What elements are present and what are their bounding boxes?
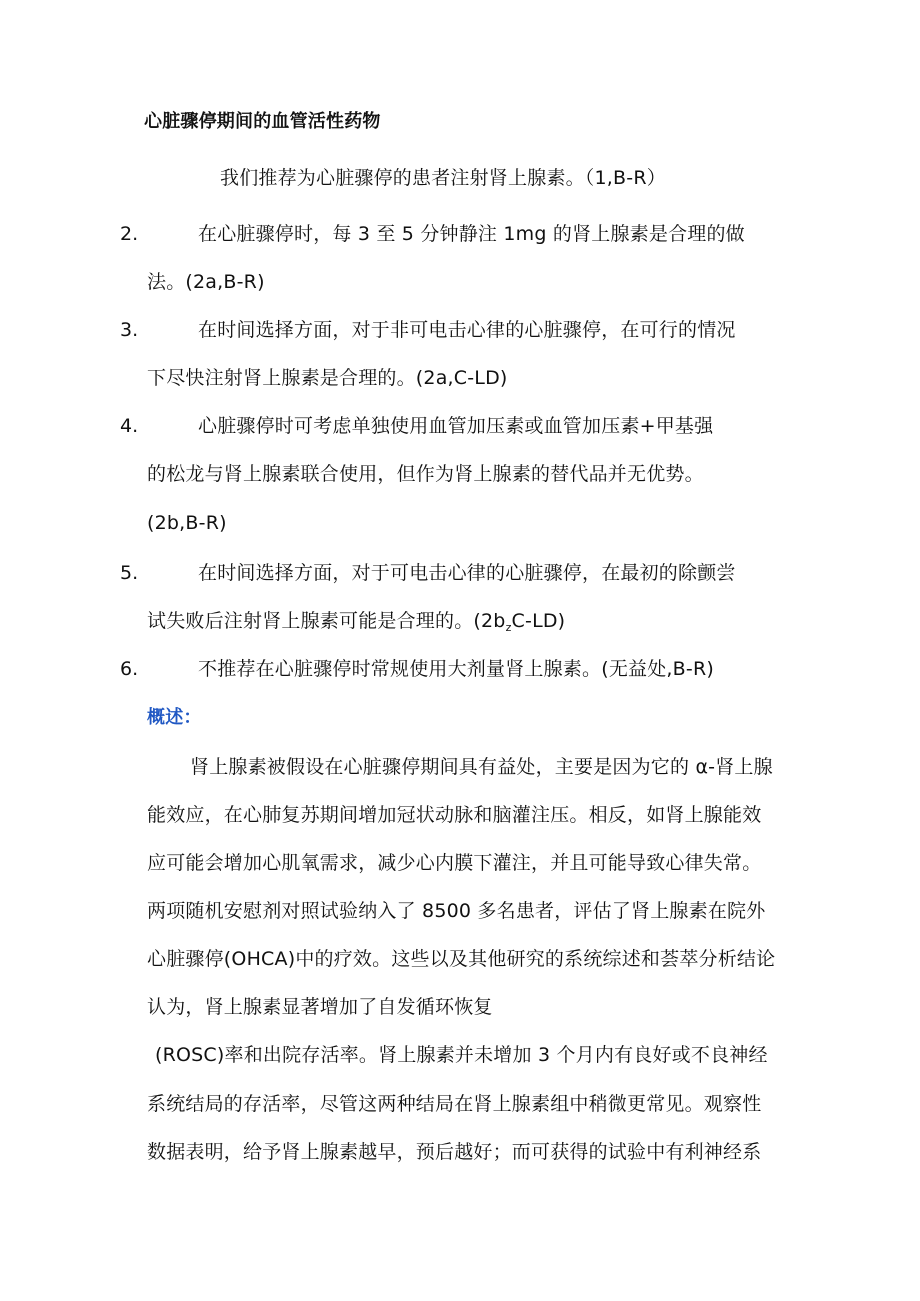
item-5-line-2-text: 试失败后注射肾上腺素可能是合理的。(2b	[147, 610, 506, 632]
paragraph-line: (ROSC)率和出院存活率。肾上腺素并未增加 3 个月内有良好或不良神经	[155, 1044, 768, 1066]
paragraph-line: 系统结局的存活率，尽管这两种结局在肾上腺素组中稍微更常见。观察性	[147, 1093, 762, 1115]
item-4-line-1: 心脏骤停时可考虑单独使用血管加压素或血管加压素+甲基强	[198, 415, 714, 437]
item-5-line-2-end: C-LD)	[511, 610, 566, 632]
section-title: 心脏骤停期间的血管活性药物	[144, 111, 381, 132]
item-5-subscript: z	[505, 621, 512, 634]
paragraph-line: 数据表明，给予肾上腺素越早，预后越好；而可获得的试验中有利神经系	[147, 1141, 762, 1163]
paragraph-line: 肾上腺素被假设在心脏骤停期间具有益处，主要是因为它的 α-肾上腺	[190, 756, 773, 778]
paragraph-line: 能效应，在心肺复苏期间增加冠状动脉和脑灌注压。相反，如肾上腺能效	[147, 804, 762, 826]
item-3-line-1: 在时间选择方面，对于非可电击心律的心脏骤停，在可行的情况	[198, 319, 736, 341]
paragraph-line: 认为，肾上腺素显著增加了自发循环恢复	[147, 996, 493, 1018]
item-number: 2.	[120, 223, 139, 245]
recommendation-1: 我们推荐为心脏骤停的患者注射肾上腺素。（1,B-R）	[220, 167, 666, 189]
item-4-line-2: 的松龙与肾上腺素联合使用，但作为肾上腺素的替代品并无优势。	[147, 463, 704, 485]
paragraph-line: 心脏骤停(OHCA)中的疗效。这些以及其他研究的系统综述和荟萃分析结论	[147, 948, 776, 970]
item-5-line-2	[147, 609, 565, 640]
overview-heading: 概述：	[147, 707, 202, 728]
paragraph-line: 两项随机安慰剂对照试验纳入了 8500 多名患者，评估了肾上腺素在院外	[147, 900, 766, 922]
item-number: 5.	[120, 562, 139, 584]
item-5-line-1: 在时间选择方面，对于可电击心律的心脏骤停，在最初的除颤尝	[198, 562, 736, 584]
item-6-line-1: 不推荐在心脏骤停时常规使用大剂量肾上腺素。(无益处,B-R)	[198, 658, 714, 680]
item-4-line-3: (2b,B-R)	[147, 512, 227, 534]
item-2-line-1: 在心脏骤停时，每 3 至 5 分钟静注 1mg 的肾上腺素是合理的做	[198, 223, 745, 245]
paragraph-line: 应可能会增加心肌氧需求，减少心内膜下灌注，并且可能导致心律失常。	[147, 852, 762, 874]
item-2-line-2: 法。(2a,B-R)	[147, 271, 265, 293]
item-number: 6.	[120, 658, 139, 680]
item-number: 3.	[120, 319, 139, 341]
item-3-line-2: 下尽快注射肾上腺素是合理的。(2a,C-LD)	[147, 367, 508, 389]
item-number: 4.	[120, 415, 139, 437]
